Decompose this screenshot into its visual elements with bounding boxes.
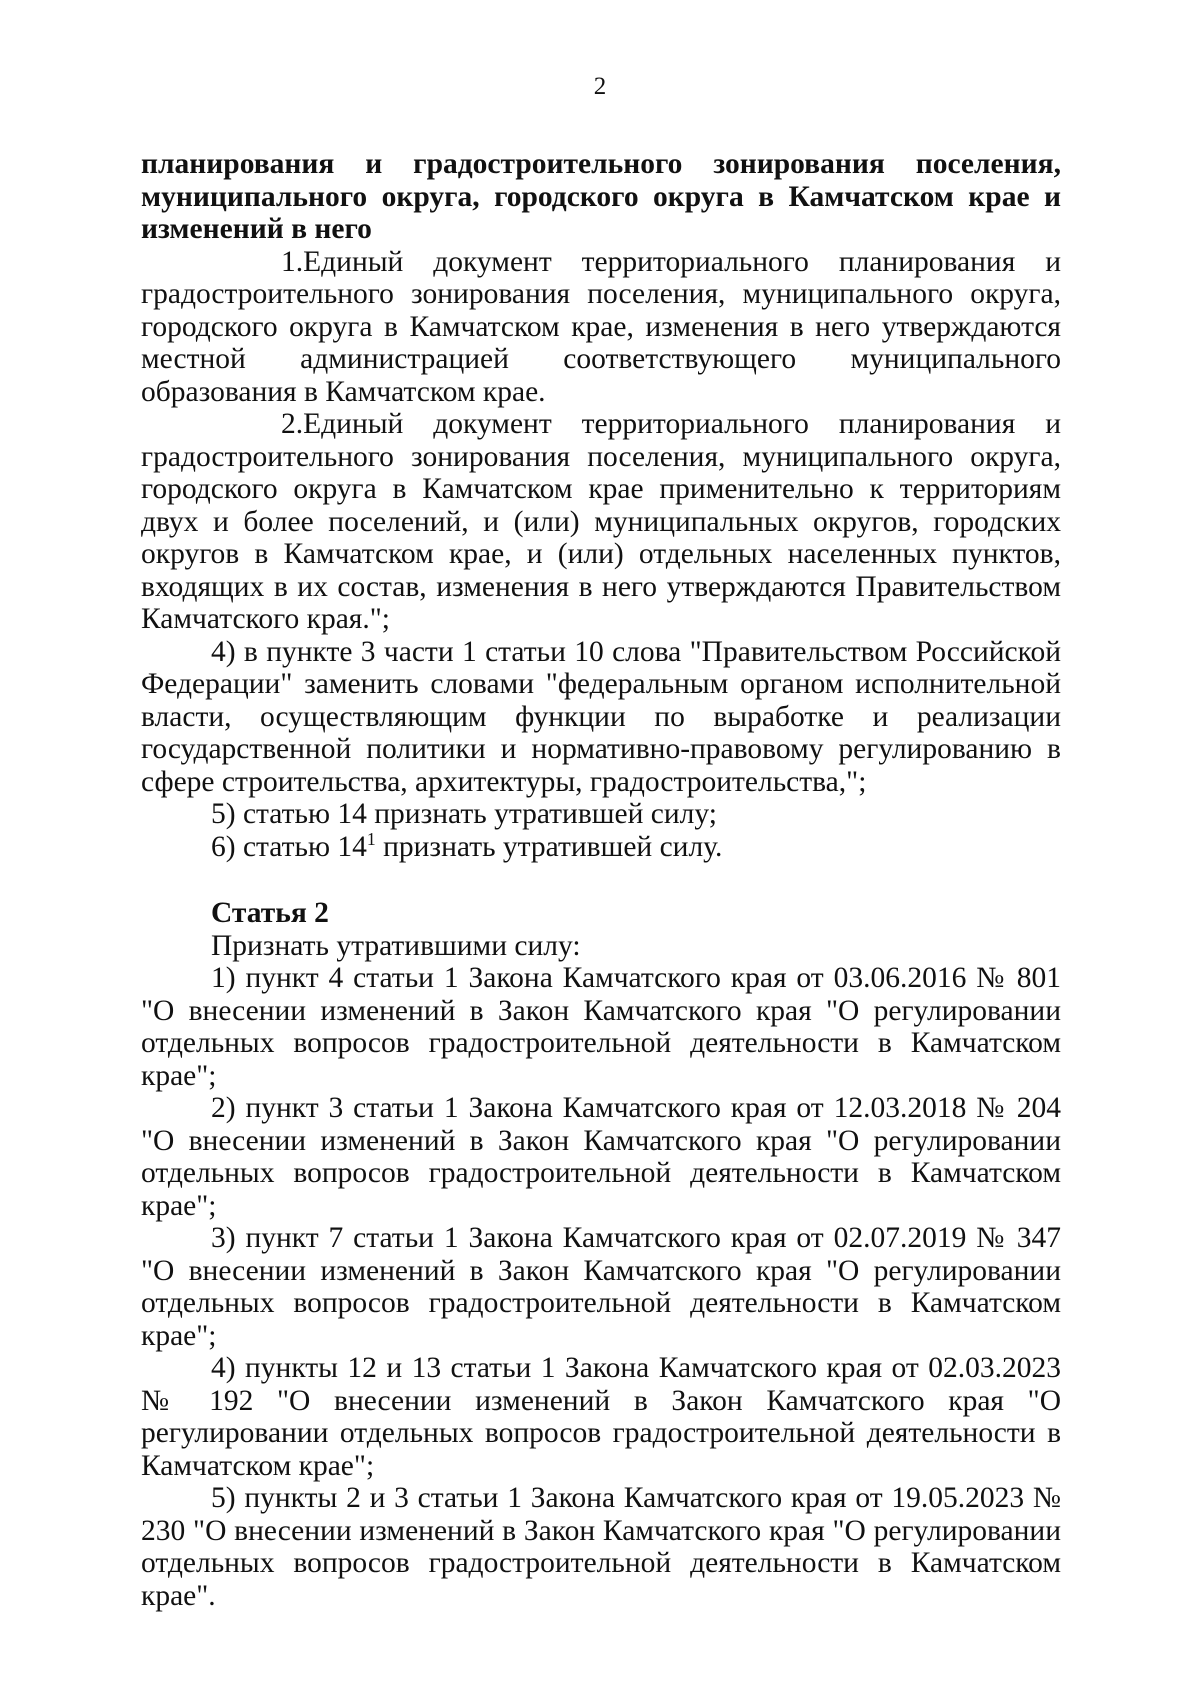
article-2-item: 4) пункты 12 и 13 статьи 1 Закона Камчатского края от 02.03.2023 № 192 "О внесении изменений в Закон Камчатского края "О регулировании отдельных вопросов градостроительной деятельности в Камчатском крае"; — [141, 1352, 1061, 1482]
amendment-5: 5) статью 14 признать утратившей силу; — [211, 798, 717, 830]
amendment-6-start: 6) статью 14 — [211, 830, 367, 863]
article-2-intro: Признать утратившими силу: — [211, 929, 581, 962]
point-1-number: 1. — [281, 245, 304, 278]
article-2-item: 1) пункт 4 статьи 1 Закона Камчатского края от 03.06.2016 № 801 "О внесении изменений в Закон Камчатского края "О регулировании отдельных вопросов градостроительной деятельности в Камчатском крае"; — [141, 962, 1061, 1092]
page-number: 2 — [593, 73, 607, 100]
amendment-4: 4) в пункте 3 части 1 статьи 10 слова "Правительством Российской Федерации" заменить словами "федеральным органом исполнительной власти, осуществляющим функции по выработке и реализации государственной политики и нормативно-правовому регулированию в сфере строительства, архитектуры, градостроительства,"; — [141, 635, 1061, 798]
point-2-number: 2. — [281, 408, 304, 440]
point-2-text: Единый документ территориального планирования и градостроительного зонирования поселения, муниципального округа, городского округа в Камчатском крае применительно к территориям двух и более поселений, и (или) муниципальных округов, городских округов в Камчатском крае, и (или) отдельных населенных пунктов, входящих в их состав, изменения в него утверждаются Правительством Камчатского края."; — [141, 408, 1061, 635]
point-1-text: Единый документ территориального планирования и градостроительного зонирования поселения, муниципального округа, городского округа в Камчатском крае, изменения в него утверждаются местной администрацией соответствующего муниципального образования в Камчатском крае. — [141, 245, 1061, 408]
article-2-item: 5) пункты 2 и 3 статьи 1 Закона Камчатского края от 19.05.2023 № 230 "О внесении изменений в Закон Камчатского края "О регулировании отдельных вопросов градостроительной деятельности в Камчатском крае". — [141, 1482, 1061, 1612]
document-body — [141, 148, 1061, 1612]
amendment-6-end: признать утратившей силу. — [375, 830, 723, 863]
point-1 — [141, 246, 1061, 409]
article-2-title: Статья 2 — [211, 897, 329, 929]
article-2-item: 3) пункт 7 статьи 1 Закона Камчатского края от 02.07.2019 № 347 "О внесении изменений в Закон Камчатского края "О регулировании отдельных вопросов градостроительной деятельности в Камчатском крае"; — [141, 1222, 1061, 1352]
amendment-6 — [141, 828, 1061, 864]
point-2 — [141, 408, 1061, 636]
amendment-6-superscript: 1 — [366, 828, 376, 849]
article-2-item: 2) пункт 3 статьи 1 Закона Камчатского края от 12.03.2018 № 204 "О внесении изменений в Закон Камчатского края "О регулировании отдельных вопросов градостроительной деятельности в Камчатском крае"; — [141, 1092, 1061, 1222]
heading-continuation: планирования и градостроительного зонирования поселения, муниципального округа, городского округа в Камчатском крае и изменений в него — [141, 148, 1061, 245]
